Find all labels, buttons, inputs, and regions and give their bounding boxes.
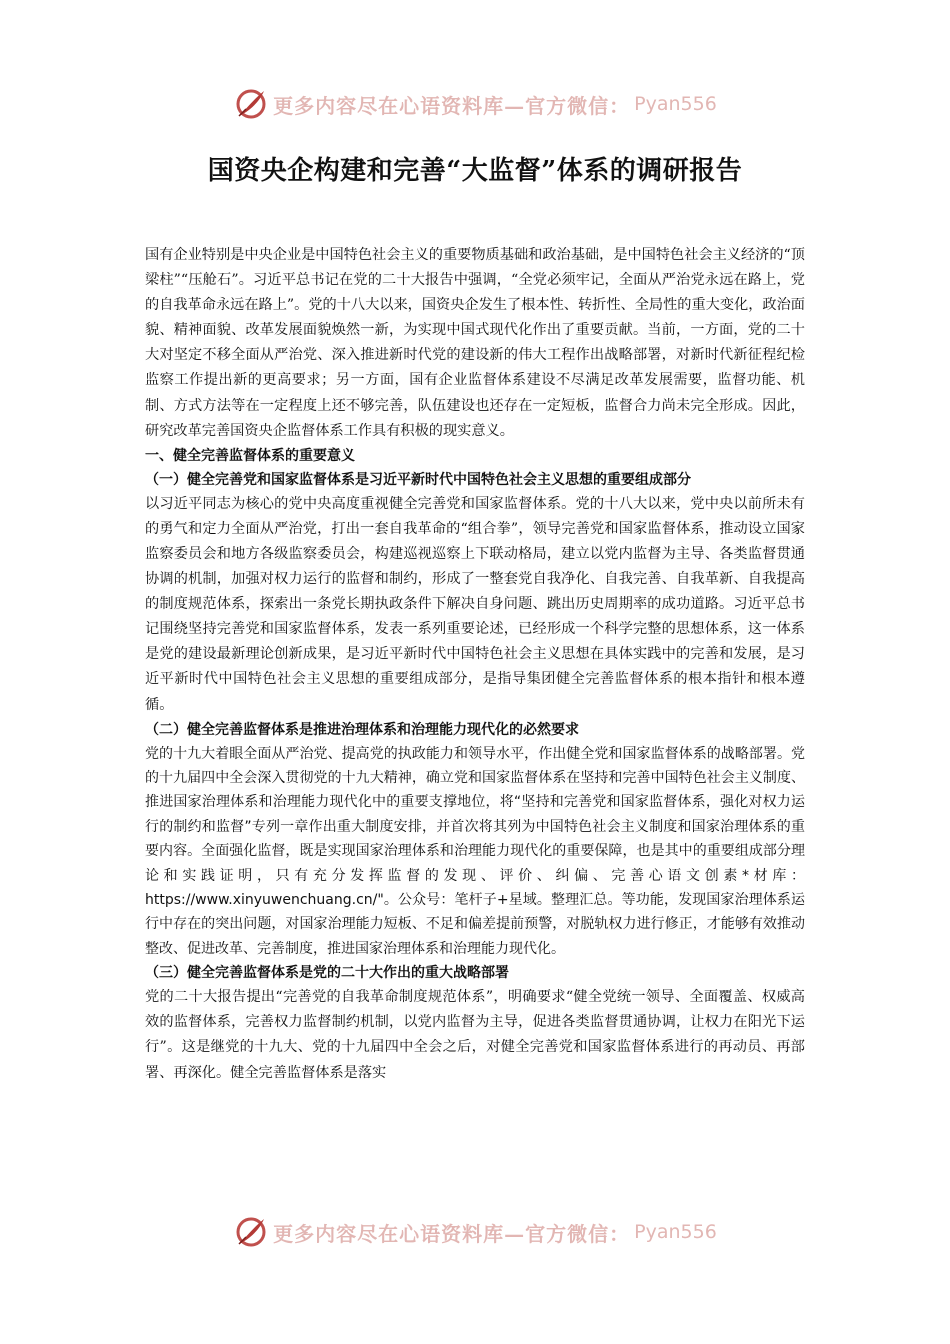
subsection-2-body: 党的十九大着眼全面从严治党、提高党的执政能力和领导水平，作出健全党和国家监督体系的战略部署。党的十九届四中全会深入贯彻党的十九大精神，确立党和国家监督体系在坚持和完善中国特色社会主义制度、推进国家治理体系和治理能力现代化中的重要支撑地位，将“坚持和完善党和国家监督体系，强化对权力运行的制约和监督”专列一章作出重大制度安排，并首次将其列为中国特色社会主义制度和国家治理体系的重要内容。全面强化监督，既是实现国家治理体系和治理能力现代化的重要保障，也是其中的重要组成部分理论和实践证明，只有充分发挥监督的发现、评价、纠偏、完善心语文创素*材库：https://www.xinyuwenchuang.cn/"。公众号：笔杆子+星域。整理汇总。等功能，发现国家治理体系运行中存在的突出问题，对国家治理能力短板、不足和偏差提前预警，对脱轨权力进行修正，才能够有效推动整改、促进改革、完善制度，推进国家治理体系和治理能力现代化。 xyxy=(145,745,805,957)
banner-text: 更多内容尽在心语资料库—官方微信： xyxy=(273,1221,631,1246)
subsection-1-body: 以习近平同志为核心的党中央高度重视健全完善党和国家监督体系。党的十八大以来，党中央以前所未有的勇气和定力全面从严治党，打出一套自我革命的“组合拳”，领导完善党和国家监督体系，推动设立国家监察委员会和地方各级监察委员会，构建巡视巡察上下联动格局，建立以党内监督为主导、各类监督贯通协调的机制，加强对权力运行的监督和制约，形成了一整套党自我净化、自我完善、自我革新、自我提高的制度规范体系，探索出一条党长期执政条件下解决自身问题、跳出历史周期率的成功道路。习近平总书记围绕坚持完善党和国家监督体系，发表一系列重要论述，已经形成一个科学完整的思想体系，这一体系是党的建设最新理论创新成果，是习近平新时代中国特色社会主义思想在具体实践中的完善和发展，是习近平新时代中国特色社会主义思想的重要组成部分，是指导集团健全完善监督体系的根本指针和根本遵循。 xyxy=(145,495,805,713)
footer-banner xyxy=(0,1212,950,1252)
banner-text: 更多内容尽在心语资料库—官方微信： xyxy=(273,93,631,118)
intro-paragraph: 国有企业特别是中央企业是中国特色社会主义的重要物质基础和政治基础，是中国特色社会主义经济的“顶梁柱”“压舱石”。习近平总书记在党的二十大报告中强调，“全党必须牢记，全面从严治党永远在路上，党的自我革命永远在路上”。党的十八大以来，国资央企发生了根本性、转折性、全局性的重大变化，政治面貌、精神面貌、改革发展面貌焕然一新，为实现中国式现代化作出了重要贡献。当前，一方面，党的二十大对坚定不移全面从严治党、深入推进新时代党的建设新的伟大工程作出战略部署，对新时代新征程纪检监察工作提出新的更高要求；另一方面，国有企业监督体系建设不尽满足改革发展需要，监督功能、机制、方式方法等在一定程度上还不够完善，队伍建设也还存在一定短板，监督合力尚未完全形成。因此，研究改革完善国资央企监督体系工作具有积极的现实意义。 xyxy=(145,247,805,439)
section-1-heading: 一、健全完善监督体系的重要意义 xyxy=(145,447,355,464)
header-banner xyxy=(0,84,950,124)
quill-pen-logo-icon xyxy=(233,1214,269,1250)
banner-wechat-id: Pyan556 xyxy=(634,1221,717,1243)
quill-pen-logo-icon xyxy=(233,86,269,122)
subsection-2-heading: （二）健全完善监督体系是推进治理体系和治理能力现代化的必然要求 xyxy=(145,721,579,738)
banner-wechat-id: Pyan556 xyxy=(634,93,717,115)
subsection-1-heading: （一）健全完善党和国家监督体系是习近平新时代中国特色社会主义思想的重要组成部分 xyxy=(145,471,691,488)
document-title: 国资央企构建和完善“大监督”体系的调研报告 xyxy=(207,156,743,186)
subsection-3-body: 党的二十大报告提出“完善党的自我革命制度规范体系”，明确要求“健全党统一领导、全面覆盖、权威高效的监督体系，完善权力监督制约机制，以党内监督为主导，促进各类监督贯通协调，让权力在阳光下运行”。这是继党的十九大、党的十九届四中全会之后，对健全完善党和国家监督体系进行的再动员、再部署、再深化。健全完善监督体系是落实 xyxy=(145,989,805,1081)
subsection-3-heading: （三）健全完善监督体系是党的二十大作出的重大战略部署 xyxy=(145,965,509,982)
document-body xyxy=(145,243,805,1086)
